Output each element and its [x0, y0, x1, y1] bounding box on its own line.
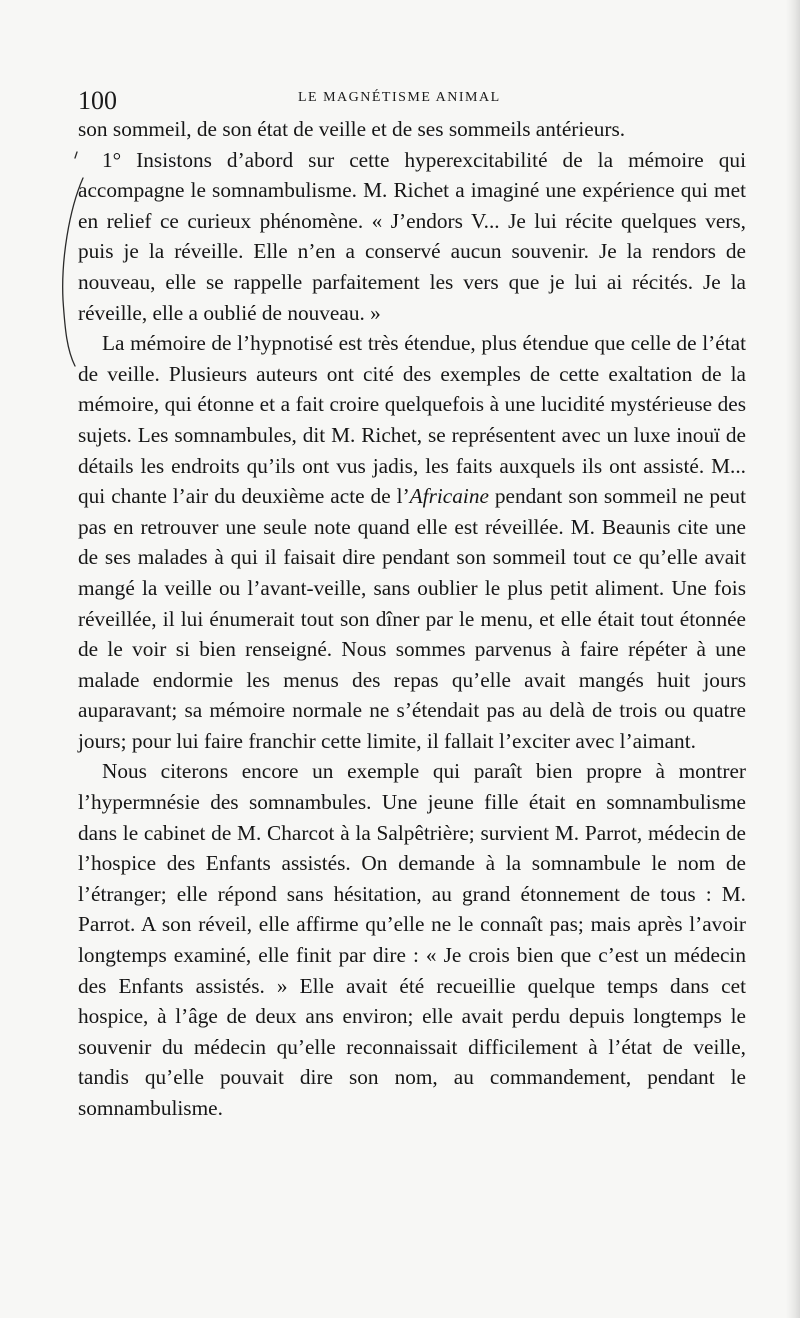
- running-title: LE MAGNÉTISME ANIMAL: [298, 90, 501, 105]
- paragraph-memory-extent-part2: pendant son sommeil ne peut pas en retrouver une seule note quand elle est réveillée. M. Beaunis cite une de ses malades à qui il faisait dire pendant son sommeil tout ce qu’elle avait mangé la veille ou l’avant-veille, sans oublier le plus petit aliment. Une fois réveillée, il lui énumerait tout son dîner par le menu, et elle était tout étonnée de le voir si bien renseigné. Nous sommes parvenus à faire répéter à une malade endormie les menus des repas qu’elle avait mangés huit jours auparavant; sa mémoire normale ne s’étendait pas au delà de trois ou quatre jours; pour lui faire franchir cette limite, il fallait l’exciter avec l’aimant.: [78, 484, 746, 753]
- paragraph-hypermnesia-example: Nous citerons encore un exemple qui paraît bien propre à montrer l’hypermnésie des somnambules. Une jeune fille était en somnambulisme dans le cabinet de M. Charcot à la Salpêtrière; survient M. Parrot, médecin de l’hospice des Enfants assistés. On demande à la somnambule le nom de l’étranger; elle répond sans hésitation, au grand étonnement de tous : M. Parrot. A son réveil, elle affirme qu’elle ne le connaît pas; mais après l’avoir longtemps examiné, elle finit par dire : « Je crois bien que c’est un médecin des Enfants assistés. » Elle avait été recueillie quelque temps dans cet hospice, à l’âge de deux ans environ; elle avait perdu depuis longtemps le souvenir du médecin qu’elle reconnaissait difficilement à l’état de veille, tandis qu’elle pouvait dire son nom, au commandement, pendant le somnambulisme.: [78, 759, 746, 1120]
- italic-title-africaine: Africaine: [409, 484, 489, 509]
- page-number: 100: [78, 86, 117, 115]
- page-header: [78, 86, 738, 116]
- paragraph-continuation: son sommeil, de son état de veille et de ses sommeils antérieurs.: [78, 117, 626, 141]
- paragraph-memory-extent: [78, 328, 746, 756]
- paragraph-richet-experiment: 1° Insistons d’abord sur cette hyperexcitabilité de la mémoire qui accompagne le somnambulisme. M. Richet a imaginé une expérience qui met en relief ce curieux phénomène. « J’endors V... Je lui récite quelques vers, puis je la réveille. Elle n’en a conservé aucun souvenir. Je la rendors de nouveau, elle se rappelle parfaitement les vers que je lui ai récités. Je la réveille, elle a oublié de nouveau. »: [78, 147, 746, 325]
- paragraph-memory-extent-part1: La mémoire de l’hypnotisé est très étendue, plus étendue que celle de l’état de veille. Plusieurs auteurs ont cité des exemples de cette exaltation de la mémoire, qui étonne et a fait croire quelquefois à une lucidité mystérieuse des sujets. Les somnambules, dit M. Richet, se représentent avec un luxe inouï de détails les endroits qu’ils ont vus jadis, les faits auxquels ils ont assisté. M... qui chante l’air du deuxième acte de l’: [78, 331, 746, 509]
- body-text: [78, 114, 746, 1124]
- page-edge-shadow: [786, 0, 800, 1318]
